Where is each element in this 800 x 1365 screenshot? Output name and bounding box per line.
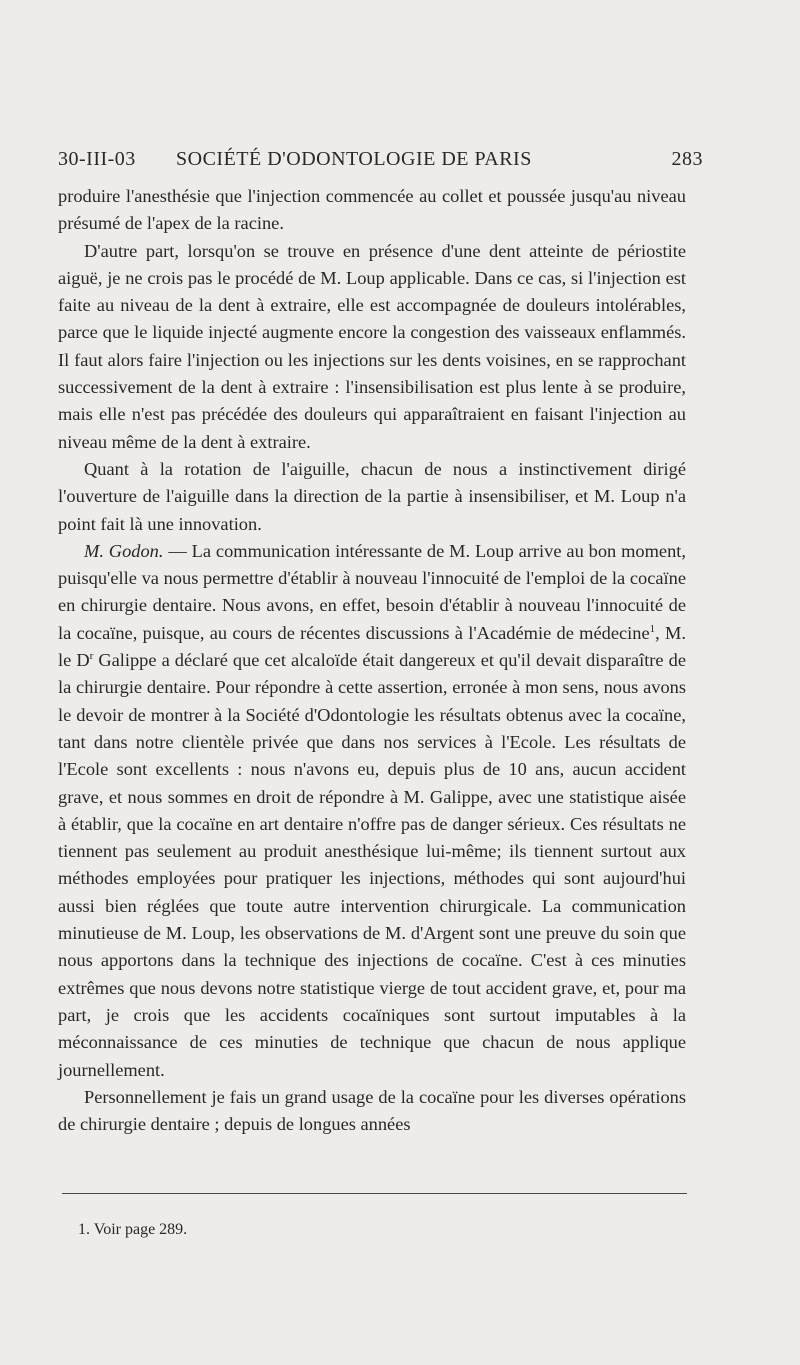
paragraph-text: — La communication intéressante de M. Loup arrive au bon moment, puisqu'elle va nous permettre d'établir à nouveau l'innocuité de l'emploi de la cocaïne en chirurgie dentaire. Nous avons, en effet, besoin d'établir à nouveau l'innocuité de la cocaïne, puisque, au cours de récentes discussions à l'Académie de médecine [58, 540, 686, 643]
speaker-name: M. Godon. [84, 540, 164, 561]
paragraph: D'autre part, lorsqu'on se trouve en présence d'une dent atteinte de périostite aiguë, je ne crois pas le procédé de M. Loup applicable. Dans ce cas, si l'injection est faite au niveau de la dent à extraire, elle est accompagnée de douleurs intolérables, parce que le liquide injecté augmente encore la congestion des vaisseaux enflammés. Il faut alors faire l'injection ou les injections sur les dents voisines, en se rapprochant successivement de la dent à extraire : l'insensibilisation est plus lente à se produire, mais elle n'est pas précédée des douleurs qui apparaîtraient en faisant l'injection au niveau même de la dent à extraire. [58, 240, 686, 452]
footnote-ref: 1 [649, 622, 656, 635]
footnote: 1. Voir page 289. [78, 1221, 188, 1238]
paragraph: Quant à la rotation de l'aiguille, chacun de nous a instinctivement dirigé l'ouverture de l'aiguille dans la direction de la partie à insensibiliser, et M. Loup n'a point fait là une innovation. [58, 458, 686, 534]
abbrev-superscript: r [89, 649, 94, 662]
body-text [58, 183, 686, 1138]
page-number: 283 [671, 148, 703, 170]
header-title: SOCIÉTÉ D'ODONTOLOGIE DE PARIS [176, 148, 532, 170]
paragraph-text: , M. le D [58, 622, 686, 671]
footnote-divider [62, 1193, 687, 1194]
godon-paragraph [58, 538, 686, 1084]
header-date: 30-III-03 [58, 148, 136, 170]
paragraph: Personnellement je fais un grand usage de la cocaïne pour les diverses opérations de chirurgie dentaire ; depuis de longues années [58, 1086, 686, 1135]
paragraph-text: Galippe a déclaré que cet alcaloïde était dangereux et qu'il devait disparaître de la chirurgie dentaire. Pour répondre à cette assertion, erronée à mon sens, nous avons le devoir de montrer à la Société d'Odontologie les résultats obtenus avec la cocaïne, tant dans notre clientèle privée que dans nos services à l'Ecole. Les résultats de l'Ecole sont excellents : nous n'avons eu, depuis plus de 10 ans, aucun accident grave, et nous sommes en droit de répondre à M. Galippe, avec une statistique aisée à établir, que la cocaïne en art dentaire n'offre pas de danger sérieux. Ces résultats ne tiennent pas seulement au produit anesthésique lui-même; ils tiennent surtout aux méthodes employées pour pratiquer les injections, méthodes qui sont aujourd'hui aussi bien réglées que toute autre intervention chirurgicale. La communication minutieuse de M. Loup, les observations de M. d'Argent sont une preuve du soin que nous apportons dans la technique des injections de cocaïne. C'est à ces minuties extrêmes que nous devons notre statistique vierge de tout accident grave, et, pour ma part, je crois que les accidents cocaïniques sont surtout imputables à la méconnaissance de ces minuties de technique que chacun de nous applique journellement. [58, 650, 686, 1080]
paragraph: produire l'anesthésie que l'injection commencée au collet et poussée jusqu'au niveau présumé de l'apex de la racine. [58, 186, 686, 234]
